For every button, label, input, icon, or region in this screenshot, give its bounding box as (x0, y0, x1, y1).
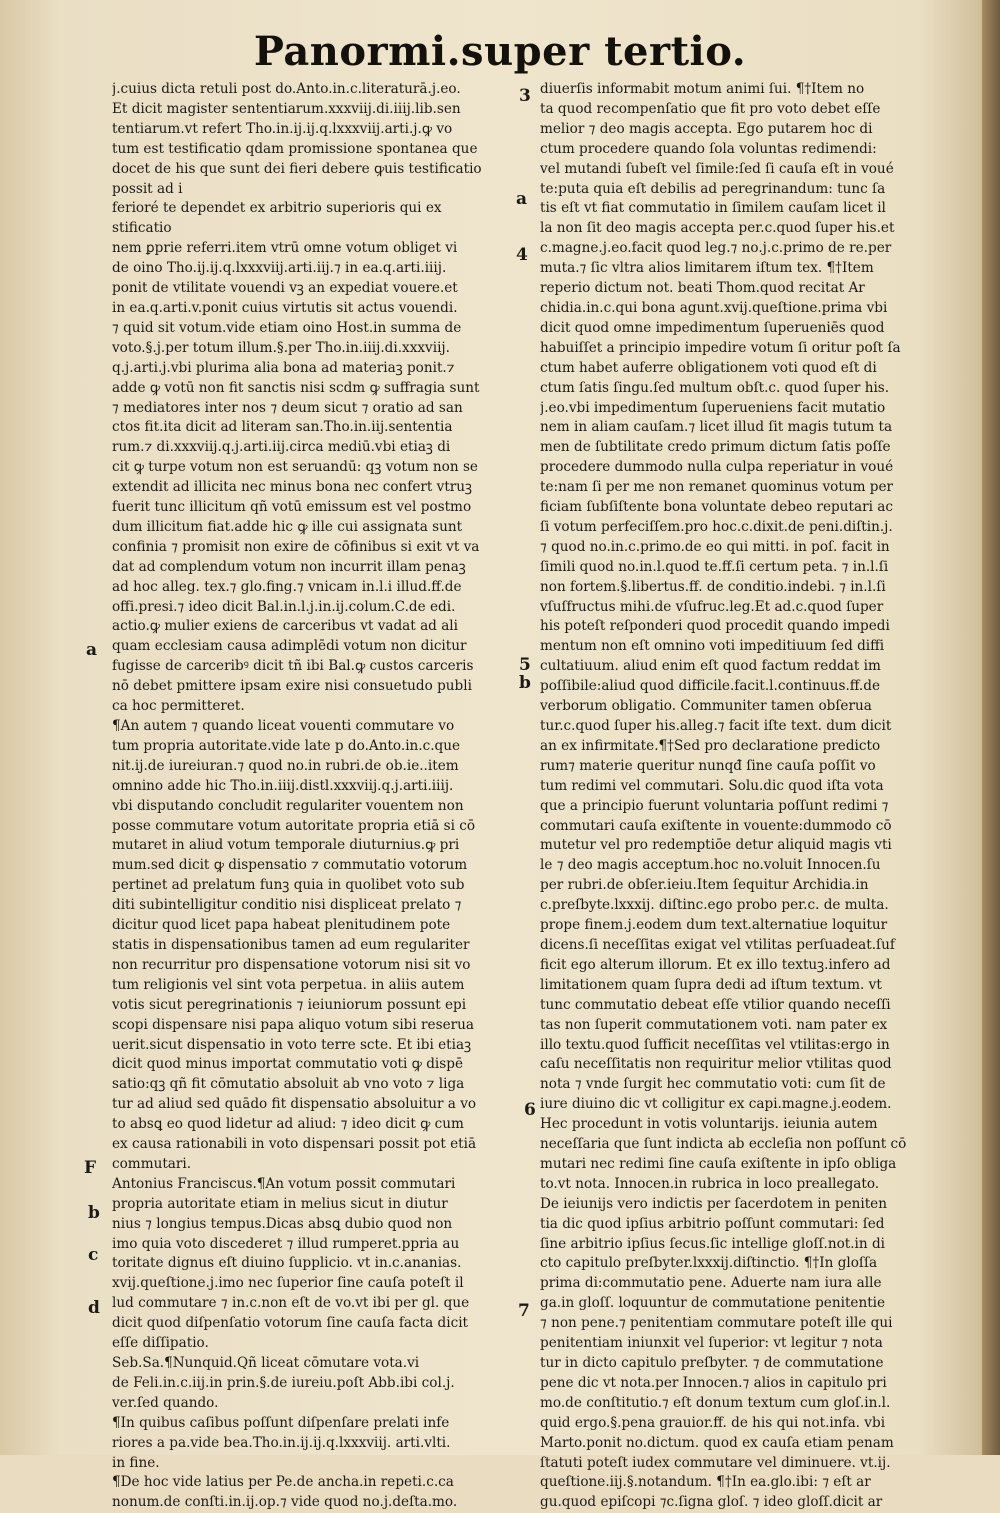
text-line: rum.⁊ di.xxxviij.q.j.arti.iij.circa mediū.vbi etiaꝫ di (112, 439, 451, 456)
text-line: Antonius Franciscus.¶An votum possit commutari (112, 1175, 456, 1192)
text-line: dicit quod minus importat commutatio voti ꝙ dispē (112, 1056, 463, 1073)
text-line: adde ꝙ votū non fit sanctis nisi scdm ꝙ suffragia sunt (112, 379, 480, 396)
text-line: ga.in gloſſ. loquuntur de commutatione penitentie (540, 1295, 886, 1312)
text-line: nō debet pmittere ipsam exire nisi consuetudo publi (112, 678, 472, 695)
text-line: tur ad aliud sed quādo fit dispensatio absoluitur a vo (112, 1096, 477, 1113)
text-line: nota ⁊ vnde ſurgit hec commutatio voti: cum ſit de (540, 1076, 886, 1093)
text-line: procedere dummodo nulla culpa reperiatur in voué (540, 459, 894, 476)
text-line: neceſſaria que ſunt indicta ab eccleſia non poſſunt cō (540, 1136, 907, 1153)
text-line: tum est testificatio qdam promissione spontanea que (112, 140, 478, 157)
text-line: tum religionis vel sint vota perpetua. in aliis autem (112, 976, 465, 993)
text-line: mentum non eſt omnino voti impeditiuum ſed diffi (540, 638, 885, 655)
text-line: queſtione.iij.§.notandum. ¶†In ea.glo.ibi: ⁊ eſt ar (540, 1474, 871, 1491)
text-line: que a principio fuerunt voluntaria poſſunt redimi ⁊ (540, 797, 889, 814)
text-line: mutetur vel pro redemptiōe detur aliquid magis vti (540, 837, 892, 854)
running-header (0, 28, 1000, 75)
text-line: ⁊ quod no.in.c.primo.de eo qui mitti. in poſ. facit in (540, 538, 890, 555)
text-line: De ieiunijs vero indictis per ſacerdotem in peniten (540, 1195, 887, 1212)
text-line: cto capitulo preſbyter.lxxxij.diſtinctio. ¶†In gloſſa (540, 1255, 878, 1272)
text-line: ficit ego alterum illorum. Et ex illo textuꝫ.infero ad (540, 956, 891, 973)
text-line: j.cuius dicta retuli post do.Anto.in.c.literaturā.j.eo. (112, 81, 461, 97)
text-line: tunc commutatio debeat eſſe vtilior quando neceſſi (540, 996, 891, 1013)
text-line: ſi votum perfeciſſem.pro hoc.c.dixit.de peni.diſtin.j. (540, 518, 893, 535)
text-line: docet de his que sunt dei fieri debere ꝙuis testificatio (112, 160, 482, 177)
margin-letter: c (88, 1245, 99, 1265)
text-line: non recurritur pro dispensatione votorum nisi sit vo (112, 956, 471, 973)
text-line: caſu neceſſitatis non requiritur melior vtilitas quod (540, 1056, 892, 1073)
text-line: ¶De hoc vide latius per Pe.de ancha.in repeti.c.ca (112, 1474, 454, 1491)
text-line: lud commutare ⁊ in.c.non eſt de vo.vt ibi per gl. que (112, 1295, 470, 1312)
text-line: scopi dispensare nisi papa aliquo votum sibi reserua (112, 1016, 474, 1033)
text-line: muta.⁊ ſic vltra alios limitarem iſtum tex. ¶†Item (540, 260, 874, 277)
text-line: his poteſt reſponderi quod procedit quando impedi (540, 618, 890, 635)
text-line: nius ⁊ longius tempus.Dicas absꝗ dubio quod non (112, 1215, 453, 1232)
text-line: omnino adde hic Tho.in.iiij.distl.xxxviij.q.j.arti.iiij. (112, 777, 454, 794)
text-line: tentiarum.vt refert Tho.in.ij.ij.q.lxxxviij.arti.j.ꝙ vo (112, 120, 453, 137)
left-column (112, 80, 517, 1513)
text-line: q.j.arti.j.vbi plurima alia bona ad materiaꝫ ponit.⁊ (112, 359, 455, 376)
right-column (540, 80, 948, 1513)
text-line: ex causa rationabili in voto dispensari possit pot etiā (112, 1136, 477, 1153)
text-line: prope finem.j.eodem dum text.alternatiue loquitur (540, 917, 888, 934)
margin-letter: b (519, 673, 531, 693)
margin-number: 3 (519, 86, 531, 106)
text-line: quam ecclesiam causa adimplēdi votum non dicitur (112, 638, 467, 655)
text-line: tum propria autoritate.vide late p do.Anto.in.c.que (112, 737, 461, 754)
text-line: in ea.q.arti.v.ponit cuius virtutis sit actus vouendi. (112, 299, 458, 316)
text-line: pertinet ad prelatum funꝫ quia in quolibet voto sub (112, 877, 465, 894)
text-line: prima di:commutatio pene. Aduerte nam iura alle (540, 1275, 882, 1292)
text-line: mo.de conſtitutio.⁊ eſt donum textum cum gloſ.in.l. (540, 1394, 891, 1411)
text-line: ſine arbitrio ipſius ſecus.ſic intellige gloſſ.not.in di (540, 1235, 886, 1252)
text-line: ficiam ſubſiſtente bona voluntate debeo reputari ac (540, 499, 893, 516)
text-line: uerit.sicut dispensatio in voto terre scte. Et ibi etiaꝫ (112, 1036, 472, 1053)
text-line: rum⁊ materie queritur nunqđ ſine cauſa poſſit vo (540, 757, 876, 774)
text-line: tia dic quod ipſius arbitrio poſſunt commutari: ſed (540, 1215, 885, 1232)
page-title: Panormi.super tertio. (253, 28, 747, 75)
text-line: de Feli.in.c.iij.in prin.§.de iureiu.poſt Abb.ibi col.j. (112, 1374, 455, 1391)
text-line: eſſe diſſipatio. (112, 1335, 209, 1352)
text-line: dicitur quod licet papa habeat plenitudinem pote (112, 917, 451, 934)
text-line: actio.ꝙ mulier exiens de carceribus vt vadat ad ali (112, 618, 458, 635)
text-line: nem ꝑprie referri.item vtrū omne votum obliget vi (112, 240, 458, 257)
margin-letter: a (516, 189, 528, 209)
text-line: offi.presi.⁊ ideo dicit Bal.in.l.j.in.ij.colum.C.de edi. (112, 598, 456, 615)
text-line: tum redimi vel commutari. Solu.dic quod iſta vota (540, 777, 884, 794)
margin-number: 4 (516, 245, 528, 265)
text-line: dat ad complendum votum non incurrit illam penaꝫ (112, 558, 466, 575)
text-line: reperio dictum not. beati Thom.quod recitat Ar (540, 280, 865, 297)
text-line: poſſibile:aliud quod difficile.facit.l.continuus.ff.de (540, 678, 881, 695)
text-line: nonum.de conſti.in.ij.op.⁊ vide quod no.j.deſta.mo. (112, 1494, 458, 1511)
text-line: toritate dignus eſt diuino ſupplicio. vt in.c.ananias. (112, 1255, 462, 1272)
text-line: mutaret in aliud votum temporale diuturnius.ꝙ pri (112, 837, 460, 854)
text-line: nem in aliam cauſam.⁊ licet illud ſit magis tutum ta (540, 419, 893, 436)
page-edge (982, 0, 1000, 1455)
text-line: illo textu.quod ſufficit neceſſitas vel vtilitas:ergo in (540, 1036, 890, 1053)
text-line: fugisse de carceribꝰ dicit tñ ibi Bal.ꝙ custos carceris (112, 658, 474, 675)
text-line: tur.c.quod ſuper his.alleg.⁊ facit iſte text. dum dicit (540, 718, 892, 734)
margin-number: 7 (518, 1301, 530, 1321)
text-line: ⁊ quid sit votum.vide etiam oino Host.in summa de (112, 319, 462, 336)
text-line: ⁊ non pene.⁊ penitentiam commutare poteſt ille qui (540, 1315, 893, 1332)
margin-letter: F (84, 1158, 97, 1178)
text-line: ⁊ mediatores inter nos ⁊ deum sicut ⁊ oratio ad san (112, 399, 463, 416)
text-line: xvij.queſtione.j.imo nec ſuperior ſine cauſa poteſt il (112, 1275, 464, 1292)
text-line: extendit ad illicita nec minus bona nec confert vtruꝫ (112, 479, 473, 496)
text-line: tur in dicto capitulo preſbyter. ⁊ de commutatione (540, 1355, 884, 1371)
text-line: Marto.ponit no.dictum. quod ex cauſa etiam penam (540, 1434, 894, 1451)
text-line: vſuſfructus mihi.de vſufruc.leg.Et ad.c.quod ſuper (540, 598, 884, 615)
text-line: diti subintelligitur conditio nisi displiceat prelato ⁊ (112, 897, 462, 914)
text-line: te:nam ſi per me non remanet quominus votum per (540, 479, 894, 496)
text-line: dicit quod omne impedimentum ſuperueniēs quod (540, 319, 885, 336)
text-line: gu.quod epiſcopi ⁊c.ſigna gloſ. ⁊ ideo gloſſ.dicit ar (540, 1494, 883, 1511)
text-line: possit ad i (112, 180, 183, 197)
text-line: ¶In quibus caſibus poſſunt diſpenſare prelati infe (112, 1414, 450, 1431)
text-line: commutari. (112, 1155, 192, 1172)
text-line: penitentiam iniunxit vel ſuperior: vt legitur ⁊ nota (540, 1335, 883, 1352)
text-line: de oino Tho.ij.ij.q.lxxxviij.arti.iij.⁊ in ea.q.arti.iiij. (112, 260, 447, 277)
text-line: to.vt nota. Innocen.in rubrica in loco preallegato. (540, 1175, 880, 1192)
text-line: ver.ſed quando. (112, 1394, 219, 1411)
text-line: la non ſit deo magis accepta per.c.quod ſuper his.et (540, 220, 895, 237)
text-line: nit.ij.de iureiuran.⁊ quod no.in rubri.de ob.ie..item (112, 757, 459, 774)
text-line: mutari nec redimi ſine cauſa exiſtente in ipſo obliga (540, 1155, 897, 1172)
text-line: ¶An autem ⁊ quando liceat vouenti commutare vo (112, 718, 455, 734)
text-line: ctum procedere quando ſola voluntas redimendi: (540, 140, 877, 157)
text-line: ferioré te dependet ex arbitrio superioris qui ex (112, 200, 442, 217)
text-line: diuerſis informabit motum animi ſui. ¶†Item no (540, 81, 865, 97)
text-line: dicens.ſi neceſſitas exigat vel vtilitas perſuadeat.ſuf (540, 936, 895, 953)
text-line: Et dicit magister sententiarum.xxxviij.di.iiij.lib.sen (112, 100, 461, 117)
text-line: Seb.Sa.¶Nunquid.Qñ liceat cōmutare vota.vi (112, 1355, 420, 1371)
text-line: posse commutare votum autoritate propria etiā si cō (112, 817, 476, 834)
margin-letter: b (88, 1203, 100, 1223)
text-line: stificatio (112, 220, 172, 237)
text-line: ta quod recompenſatio que fit pro voto debet eſſe (540, 100, 881, 117)
margin-letter: d (88, 1298, 100, 1318)
text-line: ſimili quod no.in.l.quod te.ff.ſi certum peta. ⁊ in.l.ſi (540, 558, 889, 575)
text-line: propria autoritate etiam in melius sicut in diutur (112, 1195, 448, 1212)
text-line: votis sicut peregrinationis ⁊ ieiuniorum possunt epi (112, 996, 467, 1013)
text-line: cit ꝙ turpe votum non est seruandū: qꝫ votum non se (112, 459, 478, 476)
text-line: cultatiuum. aliud enim eſt quod factum reddat im (540, 658, 881, 675)
text-line: c.magne.j.eo.facit quod leg.⁊ no.j.c.primo de re.per (540, 240, 892, 257)
text-line: ſtatuti poteſt iudex commutare vel diminuere. vt.ij. (540, 1454, 891, 1471)
text-line: habuiſſet a principio impedire votum ſi oritur poſt ſa (540, 339, 901, 356)
text-line: tis eſt vt fiat commutatio in ſimilem cauſam licet il (540, 200, 886, 217)
text-line: in fine. (112, 1454, 160, 1471)
text-line: Hec procedunt in votis voluntarijs. ieiunia autem (540, 1116, 878, 1133)
margin-number: 6 (524, 1100, 536, 1120)
text-line: j.eo.vbi impedimentum ſuperueniens facit mutatio (540, 399, 886, 416)
text-line: satio:qꝫ qñ fit cōmutatio absoluit ab vno voto ⁊ liga (112, 1076, 465, 1093)
text-line: commutari cauſa exiſtente in vouente:dummodo cō (540, 817, 892, 834)
text-line: te:puta quia eſt debilis ad peregrinandum: tunc ſa (540, 180, 886, 197)
text-line: ctum ſatis ſingu.ſed multum obſt.c. quod ſuper his. (540, 379, 890, 396)
text-line: non fortem.§.libertus.ff. de conditio.indebi. ⁊ in.l.ſi (540, 578, 886, 595)
text-line: chidia.in.c.qui bona agunt.xvij.queſtione.prima vbi (540, 299, 888, 316)
text-line: imo quia voto discederet ⁊ illud rumperet.ppria au (112, 1235, 460, 1252)
text-line: c.preſbyte.lxxxij. diſtinc.ego probo per.c. de multa. (540, 897, 889, 914)
text-line: quid ergo.§.pena grauior.ff. de his qui not.infa. vbi (540, 1414, 886, 1431)
text-line: to absꝗ eo quod lidetur ad aliud: ⁊ ideo dicit ꝙ cum (112, 1116, 464, 1133)
text-line: fuerit tunc illicitum qñ votū emissum est vel postmo (112, 499, 472, 516)
text-line: riores a pa.vide bea.Tho.in.ij.ij.q.lxxxviij. arti.vlti. (112, 1434, 451, 1451)
text-line: men de ſubtilitate credo primum dictum ſatis poſſe (540, 439, 891, 456)
text-line: iure diuino dic vt colligitur ex capi.magne.j.eodem. (540, 1096, 892, 1113)
text-line: le ⁊ deo magis acceptum.hoc no.voluit Innocen.ſu (540, 857, 881, 874)
text-line: ca hoc permitteret. (112, 698, 245, 715)
text-line: limitationem quam ſupra dedi ad iſtum textum. vt (540, 976, 882, 993)
text-line: ctos fit.ita dicit ad literam san.Tho.in.iij.sententia (112, 419, 453, 436)
text-line: tas non ſuperit commutationem voti. nam pater ex (540, 1016, 888, 1033)
text-line: dicit quod diſpenſatio votorum ſine cauſa facta dicit (112, 1315, 469, 1332)
text-line: voto.§.j.per totum illum.§.per Tho.in.iiij.di.xxxviij. (112, 339, 450, 356)
text-line: pene dic vt nota.per Innocen.⁊ alios in capitulo pri (540, 1374, 887, 1391)
text-line: per rubri.de obſer.ieiu.Item ſequitur Archidia.in (540, 877, 869, 894)
text-line: vbi disputando concludit regulariter vouentem non (112, 797, 464, 814)
margin-letter: a (86, 640, 98, 660)
text-line: mum.sed dicit ꝙ dispensatio ⁊ commutatio votorum (112, 857, 468, 874)
text-line: vel mutandi ſubeſt vel ſimile:ſed ſi cauſa eſt in voué (540, 160, 894, 177)
text-line: verborum obligatio. Communiter tamen obſerua (540, 698, 872, 715)
text-line: melior ⁊ deo magis accepta. Ego putarem hoc di (540, 120, 873, 137)
text-line: an ex infirmitate.¶†Sed pro declaratione predicto (540, 737, 881, 754)
margin-number: 5 (519, 655, 531, 675)
text-line: confinia ⁊ promisit non exire de cōfinibus si exit vt va (112, 538, 480, 555)
text-line: dum illicitum fiat.adde hic ꝙ ille cui assignata sunt (112, 518, 463, 535)
text-line: statis in dispensationibus tamen ad eum regulariter (112, 936, 470, 953)
text-line: ad hoc alleg. tex.⁊ glo.fing.⁊ vnicam in.l.i illud.ff.de (112, 578, 462, 595)
text-line: ctum habet auferre obligationem voti quod eſt di (540, 359, 877, 376)
text-line: ponit de vtilitate vouendi vꝫ an expediat vouere.et (112, 280, 458, 297)
